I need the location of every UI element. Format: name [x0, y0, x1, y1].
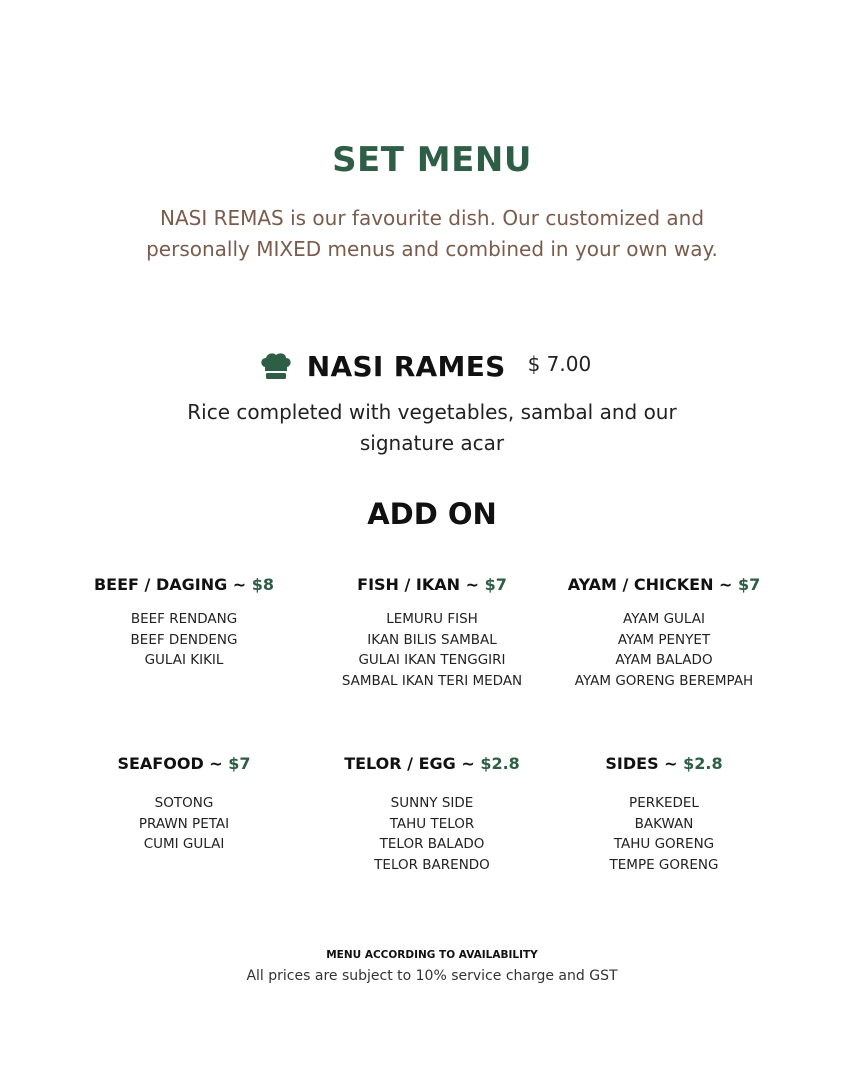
category-price: $8 — [251, 575, 275, 594]
category-name: SEAFOOD ~ — [117, 754, 229, 773]
menu-item: TAHU TELOR — [389, 815, 475, 832]
menu-item: AYAM PENYET — [617, 631, 711, 648]
category-price: $2.8 — [480, 754, 520, 773]
menu-item: TEMPE GORENG — [609, 857, 719, 874]
main-item-name: NASI RAMES — [306, 349, 506, 383]
menu-item: PERKEDEL — [629, 795, 699, 811]
menu-item: SUNNY SIDE — [390, 795, 474, 811]
category-heading — [534, 575, 794, 594]
category-name: BEEF / DAGING ~ — [93, 575, 252, 594]
menu-item: IKAN BILIS SAMBAL — [367, 631, 497, 648]
category-heading — [534, 754, 794, 773]
category-price: $2.8 — [683, 754, 723, 773]
availability-note: MENU ACCORDING TO AVAILABILITY — [326, 949, 538, 961]
menu-item: CUMI GULAI — [143, 836, 225, 853]
category-name: SIDES ~ — [605, 754, 684, 773]
addon-category-seafood — [54, 754, 314, 855]
addon-category-chicken — [534, 575, 794, 692]
menu-item: AYAM BALADO — [615, 652, 713, 669]
category-name: FISH / IKAN ~ — [357, 575, 485, 594]
menu-item: BAKWAN — [634, 815, 694, 832]
main-item-row — [0, 346, 864, 386]
menu-item: GULAI KIKIL — [144, 652, 224, 669]
menu-item: TELOR BARENDO — [374, 857, 490, 874]
page-title: SET MENU — [332, 140, 532, 180]
addon-title: ADD ON — [367, 497, 497, 531]
menu-item: SAMBAL IKAN TERI MEDAN — [341, 673, 523, 690]
addon-category-fish — [302, 575, 562, 692]
category-heading — [302, 754, 562, 773]
menu-item: SOTONG — [154, 795, 214, 811]
addon-category-beef — [54, 575, 314, 671]
category-price: $7 — [738, 575, 761, 594]
main-item-description: Rice completed with vegetables, sambal and our signature acar — [187, 400, 677, 455]
main-item-price: $ 7.00 — [527, 352, 592, 376]
menu-item: GULAI IKAN TENGGIRI — [358, 652, 506, 669]
chef-hat-icon — [259, 351, 293, 381]
menu-item: BEEF RENDANG — [130, 611, 238, 627]
menu-item: TAHU GORENG — [613, 836, 715, 853]
addon-category-sides — [534, 754, 794, 876]
category-heading — [54, 575, 314, 594]
category-name: TELOR / EGG ~ — [344, 754, 481, 773]
addon-category-egg — [302, 754, 562, 876]
menu-item: AYAM GULAI — [623, 611, 705, 627]
category-heading — [302, 575, 562, 594]
category-price: $7 — [484, 575, 507, 594]
service-charge-note: All prices are subject to 10% service charge and GST — [246, 968, 618, 984]
menu-item: AYAM GORENG BEREMPAH — [574, 673, 754, 690]
category-heading — [54, 754, 314, 773]
menu-item: PRAWN PETAI — [138, 815, 230, 832]
intro-text: NASI REMAS is our favourite dish. Our customized and personally MIXED menus and combined in your own way. — [146, 206, 718, 261]
category-name: AYAM / CHICKEN ~ — [567, 575, 739, 594]
category-price: $7 — [228, 754, 251, 773]
menu-item: LEMURU FISH — [386, 611, 478, 627]
menu-item: BEEF DENDENG — [130, 631, 238, 648]
menu-item: TELOR BALADO — [379, 836, 485, 853]
